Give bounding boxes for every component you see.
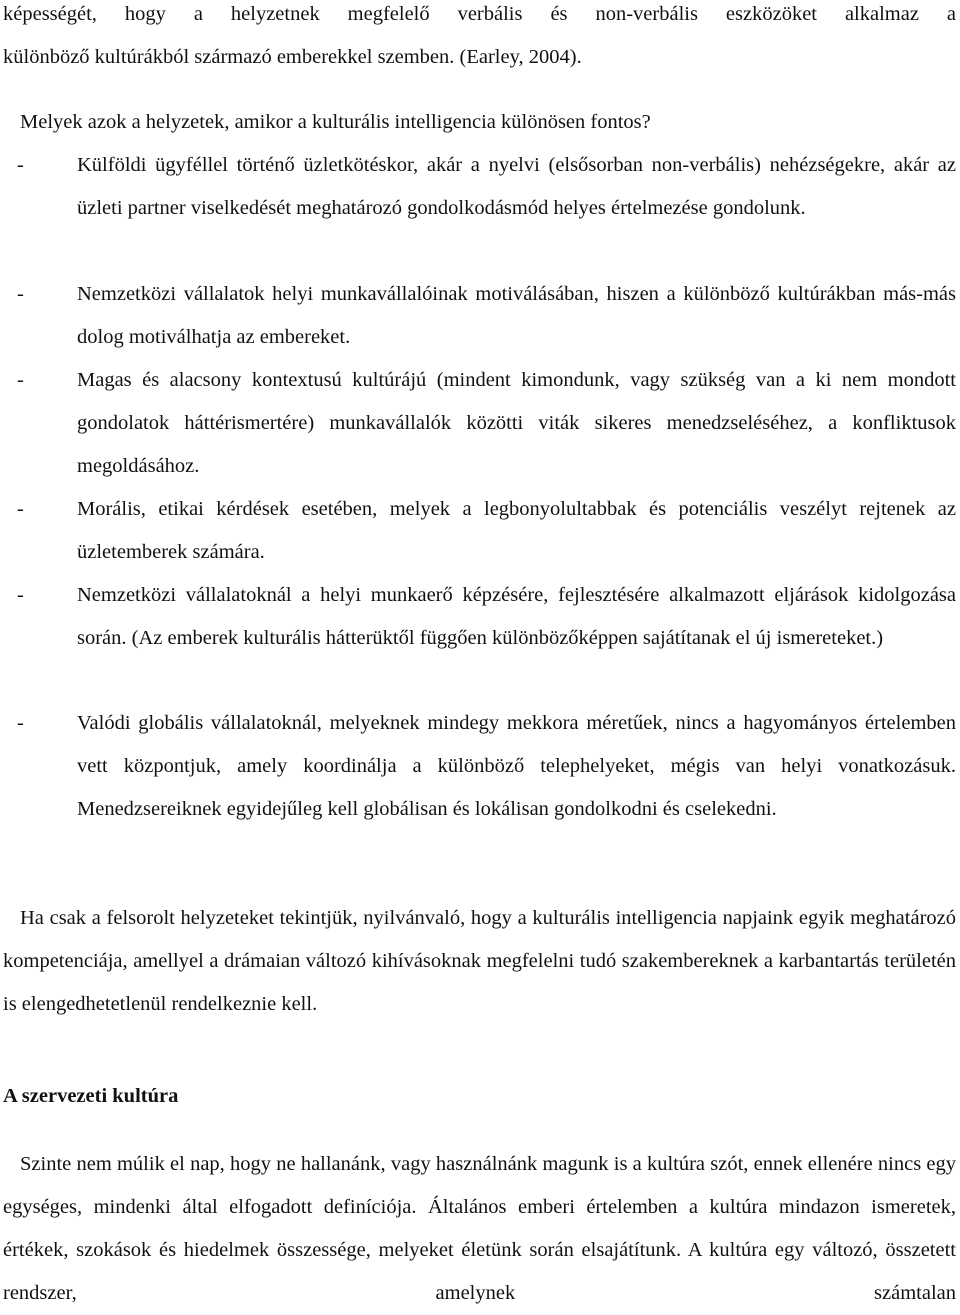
- section-paragraph: [3, 1143, 956, 1315]
- list-item-text: Nemzetközi vállalatok helyi munkavállalóinak motiválásában, hiszen a különböző kultúrákban más-más dolog motiválhatja az embereket.: [77, 283, 956, 348]
- list-item-text: Magas és alacsony kontextusú kultúrájú (mindent kimondunk, vagy szükség van a ki nem mondott gondolatok háttérismertére) munkavállalók közötti viták sikeres menedzseléséhez, a konfliktusok megoldásához.: [77, 369, 956, 477]
- list-dash: -: [17, 498, 24, 520]
- list-dash: -: [17, 154, 24, 176]
- list-item: [3, 488, 956, 574]
- list-item-text: Morális, etikai kérdések esetében, melyek a legbonyolultabbak és potenciális veszélyt rejtenek az üzletemberek számára.: [77, 498, 956, 563]
- continuation-line-1: képességét, hogy a helyzetnek megfelelő verbális és non-verbális eszközöket alkalmaz a: [3, 3, 956, 25]
- list-item: [3, 359, 956, 488]
- question-line: Melyek azok a helyzetek, amikor a kulturális intelligencia különösen fontos?: [20, 111, 651, 133]
- list-item: [3, 273, 956, 359]
- list-dash: -: [17, 283, 24, 305]
- list-item: [3, 574, 956, 660]
- summary-paragraph-text: Ha csak a felsorolt helyzeteket tekintjük, nyilvánvaló, hogy a kulturális intelligencia napjaink egyik meghatározó kompetenciája, amellyel a drámaian változó kihívásoknak megfelelni tudó szakembereknek a karbantartás területén is elengedhetetlenül rendelkeznie kell.: [3, 907, 956, 1015]
- section-paragraph-text: Szinte nem múlik el nap, hogy ne hallanánk, vagy használnánk magunk is a kultúra szót, ennek ellenére nincs egy egységes, mindenki által elfogadott definíciója. Általános emberi értelemben a kultúra mindazon ismeretek, értékek, szokások és hiedelmek összessége, melyeket életünk során elsajátítunk. A kultúra egy változó, összetett rendszer, amelynek számtalan: [3, 1153, 956, 1304]
- list-item: [3, 702, 956, 831]
- list-dash: -: [17, 369, 24, 391]
- list-dash: -: [17, 712, 24, 734]
- summary-paragraph: [3, 897, 956, 1026]
- section-heading: A szervezeti kultúra: [3, 1085, 179, 1107]
- continuation-line-2: különböző kultúrákból származó emberekkel szemben. (Earley, 2004).: [3, 46, 582, 68]
- list-dash: -: [17, 584, 24, 606]
- list-item-text: Nemzetközi vállalatoknál a helyi munkaerő képzésére, fejlesztésére alkalmazott eljárások kidolgozása során. (Az emberek kulturális hátterüktől függően különbözőképpen sajátítanak el új ismereteket.): [77, 584, 956, 649]
- list-item: [3, 144, 956, 230]
- list-item-text: Külföldi ügyféllel történő üzletkötéskor, akár a nyelvi (elsősorban non-verbális) nehézségekre, akár az üzleti partner viselkedését meghatározó gondolkodásmód helyes értelmezése gondolunk.: [77, 154, 956, 219]
- list-item-text: Valódi globális vállalatoknál, melyeknek mindegy mekkora méretűek, nincs a hagyományos értelemben vett központjuk, amely koordinálja a különböző telephelyeket, mégis van helyi vonatkozásuk. Menedzsereiknek egyidejűleg kell globálisan és lokálisan gondolkodni és cselekedni.: [77, 712, 956, 820]
